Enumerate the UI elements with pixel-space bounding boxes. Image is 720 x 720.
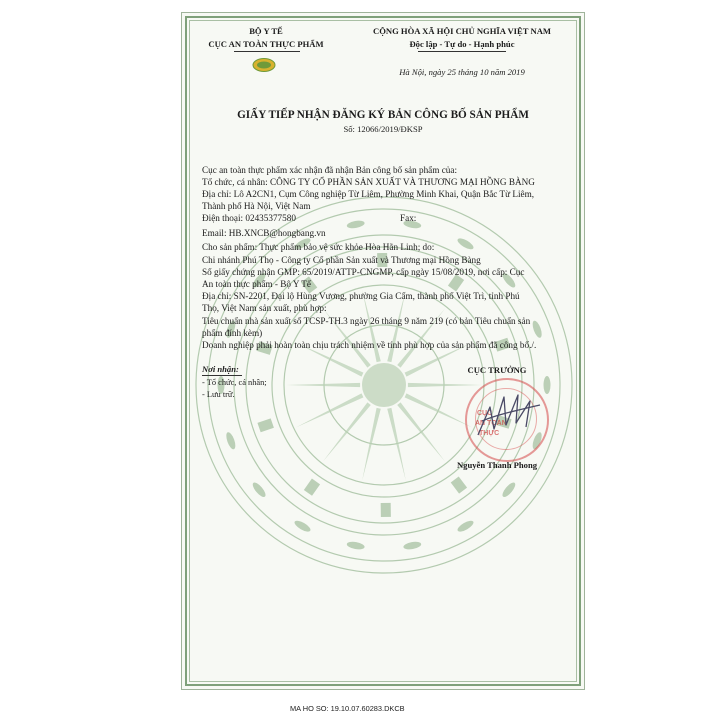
- email-line: Email: HB.XNCB@hongbang.vn: [202, 228, 326, 238]
- stamp-line-2: AN TOÀN: [475, 420, 507, 427]
- body-line-8: Số giấy chứng nhận GMP: 65/2019/ATTP-CNGMP, cấp ngày 15/08/2019, nơi cấp: Cục: [202, 267, 525, 277]
- signature-icon: [474, 385, 544, 445]
- national-motto: Độc lập - Tự do - Hạnh phúc: [409, 39, 515, 49]
- agency-name: CỤC AN TOÀN THỰC PHẨM: [208, 39, 324, 49]
- body-line-1: Cục an toàn thực phẩm xác nhận đã nhận Bản công bố sản phẩm của:: [202, 165, 458, 175]
- body-line-6: Cho sản phẩm: Thực phẩm bảo vệ sức khỏe Hòa Hãn Linh; do:: [202, 242, 435, 252]
- body-line-7: Chi nhánh Phú Thọ - Công ty Cổ phần Sản xuất và Thương mại Hồng Bàng: [202, 255, 481, 265]
- agency-underline: [234, 51, 300, 52]
- signer-name: Nguyễn Thanh Phong: [456, 460, 538, 470]
- recipients-underline: [202, 375, 242, 376]
- place-date: Hà Nội, ngày 25 tháng 10 năm 2019: [399, 67, 525, 77]
- signer-position: CỤC TRƯỞNG: [467, 365, 527, 375]
- recipients-title: Nơi nhận:: [202, 364, 239, 374]
- recipient-1: - Tổ chức, cá nhân;: [202, 378, 267, 387]
- document-title: GIẤY TIẾP NHẬN ĐĂNG KÝ BẢN CÔNG BỐ SẢN PHẨM: [237, 109, 529, 121]
- body-line-9: An toàn thực phẩm - Bộ Y Tế: [202, 279, 311, 289]
- stamp-line-1: CỤC: [477, 410, 493, 417]
- food-safety-logo-icon: [252, 57, 276, 73]
- body-line-10: Địa chỉ: SN-2201, Đại lộ Hùng Vương, phường Gia Cẩm, thành phố Việt Trì, tỉnh Phú: [202, 291, 520, 301]
- ministry-name: BỘ Y TẾ: [249, 26, 283, 36]
- body-line-3: Địa chỉ: Lô A2CN1, Cụm Công nghiệp Từ Liêm, Phường Minh Khai, Quận Bắc Từ Liêm,: [202, 189, 535, 199]
- certificate-document: [181, 12, 585, 690]
- body-line-11: Thọ, Việt Nam sản xuất, phù hợp:: [202, 303, 327, 313]
- recipient-2: - Lưu trữ.: [202, 390, 235, 399]
- file-code: MA HO SO: 19.10.07.60283.DKCB: [290, 704, 405, 713]
- stamp-line-3: THỰC: [479, 430, 500, 437]
- fax-line: Fax:: [400, 213, 417, 223]
- body-line-2: Tổ chức, cá nhân: CÔNG TY CỔ PHẦN SẢN XUẤT VÀ THƯƠNG MẠI HỒNG BÀNG: [202, 177, 535, 187]
- body-line-14: Doanh nghiệp phải hoàn toàn chịu trách nhiệm về tính phù hợp của sản phẩm đã công bố./.: [202, 340, 537, 350]
- body-line-13: phẩm đính kèm): [202, 328, 263, 338]
- body-line-12: Tiêu chuẩn nhà sản xuất số TCSP-TH.3 ngày 26 tháng 9 năm 219 (có bản Tiêu chuẩn sản: [202, 316, 531, 326]
- motto-underline: [418, 51, 506, 52]
- document-number: Số: 12066/2019/ĐKSP: [343, 124, 423, 134]
- country-name: CỘNG HÒA XÃ HỘI CHỦ NGHĨA VIỆT NAM: [372, 26, 552, 36]
- body-line-4: Thành phố Hà Nội, Việt Nam: [202, 201, 311, 211]
- phone-line: Điện thoại: 02435377580: [202, 213, 296, 223]
